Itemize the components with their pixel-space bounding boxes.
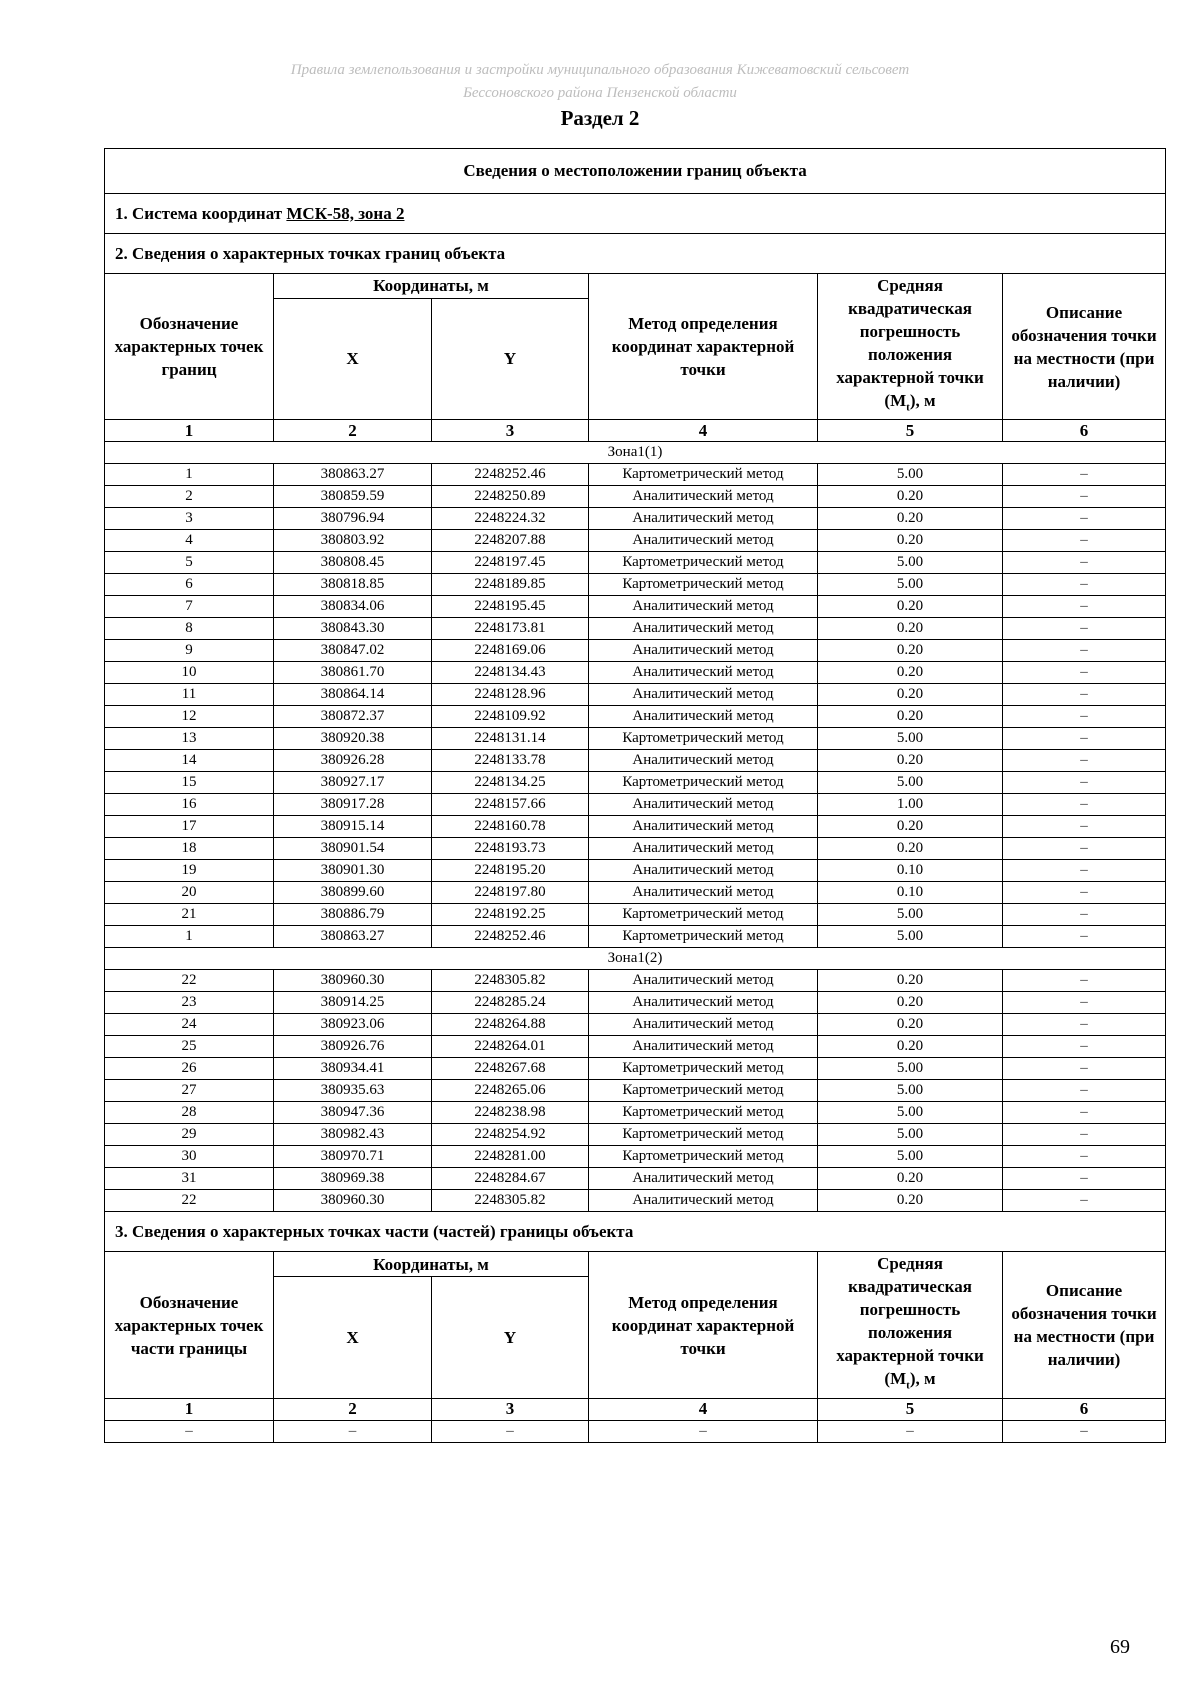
column-number-row [105,420,1166,442]
coord-x: 380872.37 [274,706,432,728]
description: – [1003,816,1166,838]
coord-x: 380843.30 [274,618,432,640]
error-value: 5.00 [818,772,1003,794]
coord-y: 2248157.66 [432,794,589,816]
description: – [1003,794,1166,816]
method: Картометрический метод [589,904,818,926]
table-row [105,772,1166,794]
col-designation-header: Обозначение характерных точек границ [105,274,274,420]
method: Картометрический метод [589,772,818,794]
table-row [105,970,1166,992]
method: Картометрический метод [589,1080,818,1102]
coord-y: 2248193.73 [432,838,589,860]
zone-header-row [105,948,1166,970]
coord-y: 2248173.81 [432,618,589,640]
col-method-header: Метод определения координат характерной точки [589,1252,818,1398]
method: Аналитический метод [589,486,818,508]
point-id: 27 [105,1080,274,1102]
coord-x: 380935.63 [274,1080,432,1102]
coord-y: 2248305.82 [432,970,589,992]
point-id: 22 [105,970,274,992]
error-value: 0.20 [818,486,1003,508]
point-id: 22 [105,1190,274,1212]
description: – [1003,838,1166,860]
part-table-row [105,1420,1166,1442]
zone-header-row [105,442,1166,464]
point-id: 17 [105,816,274,838]
coord-y: 2248264.88 [432,1014,589,1036]
point-id: 28 [105,1102,274,1124]
coord-y: 2248189.85 [432,574,589,596]
method: Аналитический метод [589,992,818,1014]
error-value: 0.20 [818,508,1003,530]
coord-x: 380901.30 [274,860,432,882]
coord-y: 2248195.20 [432,860,589,882]
point-id: – [105,1420,274,1442]
document-header-line2: Бессоновского района Пензенской области [463,85,737,101]
method: Аналитический метод [589,1190,818,1212]
table-row [105,1080,1166,1102]
coord-x: 380796.94 [274,508,432,530]
coord-y: 2248207.88 [432,530,589,552]
coord-y: 2248224.32 [432,508,589,530]
description: – [1003,1190,1166,1212]
point-id: 9 [105,640,274,662]
method: Аналитический метод [589,1168,818,1190]
description: – [1003,508,1166,530]
col-error-header: Средняя квадратическая погрешность положения характерной точки $(M_t)$, м [818,274,1003,420]
coord-x: 380808.45 [274,552,432,574]
error-value: 0.20 [818,706,1003,728]
section2-title: 2. Сведения о характерных точках границ объекта [105,234,1166,274]
description: – [1003,640,1166,662]
coord-x: – [274,1420,432,1442]
document-header-line1: Правила землепользования и застройки муниципального образования Кижеватовский сельсовет [290,62,910,78]
col-error-header: Средняя квадратическая погрешность положения характерной точки $(M_t)$, м [818,1252,1003,1398]
description: – [1003,530,1166,552]
error-value: 0.20 [818,1014,1003,1036]
error-value: 5.00 [818,574,1003,596]
table-row [105,838,1166,860]
description: – [1003,618,1166,640]
coord-x: 380901.54 [274,838,432,860]
description: – [1003,574,1166,596]
point-id: 12 [105,706,274,728]
method: Аналитический метод [589,970,818,992]
method: Аналитический метод [589,640,818,662]
description: – [1003,772,1166,794]
point-id: 1 [105,926,274,948]
coord-x: 380970.71 [274,1146,432,1168]
column-number: 2 [274,1398,432,1420]
error-value: 5.00 [818,464,1003,486]
coord-x: 380982.43 [274,1124,432,1146]
error-value: 0.20 [818,970,1003,992]
col-y-header: Y [432,1276,589,1398]
table-row [105,618,1166,640]
point-id: 2 [105,486,274,508]
description: – [1003,1124,1166,1146]
error-value: 0.10 [818,882,1003,904]
coord-y: 2248252.46 [432,926,589,948]
point-id: 5 [105,552,274,574]
boundary-table-container [104,148,1165,1443]
table-row [105,574,1166,596]
coord-y: 2248131.14 [432,728,589,750]
coord-y: 2248133.78 [432,750,589,772]
coord-y: 2248134.25 [432,772,589,794]
col-coords-header: Координаты, м [274,274,589,299]
error-value: 0.20 [818,838,1003,860]
method: Аналитический метод [589,1014,818,1036]
point-id: 24 [105,1014,274,1036]
coord-x: 380803.92 [274,530,432,552]
coord-x: 380863.27 [274,464,432,486]
error-value: 5.00 [818,1058,1003,1080]
error-value: 0.20 [818,1168,1003,1190]
table-row [105,992,1166,1014]
error-value: 5.00 [818,1102,1003,1124]
zone-name: Зона1(2) [105,948,1166,970]
method: Картометрический метод [589,926,818,948]
coord-system-row [105,194,1166,234]
description: – [1003,882,1166,904]
coord-x: 380960.30 [274,970,432,992]
error-value: 5.00 [818,926,1003,948]
coord-x: 380834.06 [274,596,432,618]
error-value: 0.20 [818,618,1003,640]
method: Картометрический метод [589,728,818,750]
error-value: 0.10 [818,860,1003,882]
point-id: 6 [105,574,274,596]
description: – [1003,970,1166,992]
page-number: 69 [1110,1636,1130,1658]
boundary-table [104,148,1166,1443]
error-value: 0.20 [818,530,1003,552]
point-id: 8 [105,618,274,640]
description: – [1003,904,1166,926]
section-title: Раздел 2 [560,106,640,130]
error-value: 5.00 [818,1146,1003,1168]
col-description-header: Описание обозначения точки на местности (при наличии) [1003,1252,1166,1398]
coord-y: 2248254.92 [432,1124,589,1146]
col-x-header: X [274,1276,432,1398]
description: – [1003,486,1166,508]
method: Картометрический метод [589,552,818,574]
table-row [105,816,1166,838]
table-row [105,904,1166,926]
method: Картометрический метод [589,1146,818,1168]
point-id: 29 [105,1124,274,1146]
table-row [105,794,1166,816]
point-id: 21 [105,904,274,926]
column-number: 1 [105,420,274,442]
description: – [1003,860,1166,882]
description: – [1003,1146,1166,1168]
point-id: 15 [105,772,274,794]
coord-y: 2248305.82 [432,1190,589,1212]
description: – [1003,1058,1166,1080]
description: – [1003,684,1166,706]
coord-y: 2248264.01 [432,1036,589,1058]
table-row [105,508,1166,530]
table-row [105,596,1166,618]
method: Аналитический метод [589,618,818,640]
coord-y: 2248250.89 [432,486,589,508]
coord-x: 380859.59 [274,486,432,508]
coord-system-value: МСК-58, зона 2 [286,203,405,223]
method: Аналитический метод [589,1036,818,1058]
table-row [105,1058,1166,1080]
point-id: 26 [105,1058,274,1080]
col-description-header: Описание обозначения точки на местности (при наличии) [1003,274,1166,420]
point-id: 1 [105,464,274,486]
description: – [1003,1168,1166,1190]
table-row [105,1190,1166,1212]
description: – [1003,1080,1166,1102]
coord-x: 380947.36 [274,1102,432,1124]
table-row [105,706,1166,728]
table-row [105,882,1166,904]
error-value: 5.00 [818,552,1003,574]
zone-name: Зона1(1) [105,442,1166,464]
table-row [105,640,1166,662]
coord-x: 380923.06 [274,1014,432,1036]
description: – [1003,1036,1166,1058]
column-number: 3 [432,1398,589,1420]
coord-x: 380960.30 [274,1190,432,1212]
point-id: 19 [105,860,274,882]
error-value: 0.20 [818,640,1003,662]
point-id: 14 [105,750,274,772]
coord-x: 380861.70 [274,662,432,684]
coord-y: 2248197.80 [432,882,589,904]
point-id: 16 [105,794,274,816]
point-id: 18 [105,838,274,860]
coord-x: 380847.02 [274,640,432,662]
coord-y: 2248252.46 [432,464,589,486]
col-designation-part-header: Обозначение характерных точек части границы [105,1252,274,1398]
point-id: 30 [105,1146,274,1168]
error-value: 0.20 [818,596,1003,618]
coord-y: 2248160.78 [432,816,589,838]
coord-y: 2248134.43 [432,662,589,684]
description: – [1003,926,1166,948]
table-row [105,1102,1166,1124]
method: Аналитический метод [589,508,818,530]
error-value: 0.20 [818,662,1003,684]
description: – [1003,1102,1166,1124]
coord-x: 380914.25 [274,992,432,1014]
coord-x: 380863.27 [274,926,432,948]
method: Аналитический метод [589,530,818,552]
coord-x: 380899.60 [274,882,432,904]
error-value: 0.20 [818,684,1003,706]
error-value: 0.20 [818,992,1003,1014]
table-row [105,1014,1166,1036]
method: Картометрический метод [589,574,818,596]
coord-system-label: 1. Система координат [115,203,287,223]
column-number-row [105,1398,1166,1420]
coord-x: 380926.28 [274,750,432,772]
column-number: 4 [589,1398,818,1420]
coord-y: 2248195.45 [432,596,589,618]
method: Аналитический метод [589,662,818,684]
method: Картометрический метод [589,1058,818,1080]
error-value: 0.20 [818,1190,1003,1212]
coord-x: 380915.14 [274,816,432,838]
coord-x: 380926.76 [274,1036,432,1058]
table-row [105,1036,1166,1058]
table-title: Сведения о местоположении границ объекта [105,149,1166,194]
description: – [1003,706,1166,728]
coord-x: 380917.28 [274,794,432,816]
table-row [105,926,1166,948]
point-id: 13 [105,728,274,750]
coord-y: 2248109.92 [432,706,589,728]
method: – [589,1420,818,1442]
column-number: 3 [432,420,589,442]
coord-x: 380934.41 [274,1058,432,1080]
table-row [105,860,1166,882]
description: – [1003,1014,1166,1036]
table-row [105,1168,1166,1190]
coord-y: 2248284.67 [432,1168,589,1190]
column-number: 4 [589,420,818,442]
point-id: 10 [105,662,274,684]
point-id: 11 [105,684,274,706]
coord-x: 380927.17 [274,772,432,794]
coord-y: 2248197.45 [432,552,589,574]
table-row [105,684,1166,706]
section3-title: 3. Сведения о характерных точках части (частей) границы объекта [105,1212,1166,1252]
coord-x: 380969.38 [274,1168,432,1190]
point-id: 23 [105,992,274,1014]
method: Аналитический метод [589,596,818,618]
table-row [105,530,1166,552]
column-number: 1 [105,1398,274,1420]
coord-y: 2248281.00 [432,1146,589,1168]
point-id: 7 [105,596,274,618]
coord-y: 2248265.06 [432,1080,589,1102]
coord-x: 380920.38 [274,728,432,750]
method: Аналитический метод [589,706,818,728]
table-row [105,552,1166,574]
description: – [1003,1420,1166,1442]
method: Аналитический метод [589,750,818,772]
column-number: 5 [818,420,1003,442]
point-id: 4 [105,530,274,552]
col-method-header: Метод определения координат характерной точки [589,274,818,420]
table-row [105,1124,1166,1146]
table-row [105,1146,1166,1168]
method: Аналитический метод [589,684,818,706]
column-number: 2 [274,420,432,442]
method: Картометрический метод [589,1102,818,1124]
description: – [1003,750,1166,772]
error-value: 5.00 [818,904,1003,926]
description: – [1003,596,1166,618]
coord-x: 380864.14 [274,684,432,706]
error-value: 0.20 [818,750,1003,772]
column-number: 6 [1003,1398,1166,1420]
error-value: 1.00 [818,794,1003,816]
error-value: 5.00 [818,728,1003,750]
description: – [1003,662,1166,684]
coord-y: 2248238.98 [432,1102,589,1124]
method: Картометрический метод [589,1124,818,1146]
coord-y: 2248267.68 [432,1058,589,1080]
coord-y: 2248128.96 [432,684,589,706]
error-value: 0.20 [818,816,1003,838]
column-number: 5 [818,1398,1003,1420]
description: – [1003,728,1166,750]
method: Аналитический метод [589,860,818,882]
method: Картометрический метод [589,464,818,486]
error-value: 0.20 [818,1036,1003,1058]
col-y-header: Y [432,298,589,420]
coord-y: – [432,1420,589,1442]
method: Аналитический метод [589,794,818,816]
table-row [105,662,1166,684]
table-row [105,750,1166,772]
error-value: 5.00 [818,1080,1003,1102]
col-x-header: X [274,298,432,420]
coord-y: 2248192.25 [432,904,589,926]
table-row [105,486,1166,508]
error-value: 5.00 [818,1124,1003,1146]
point-id: 25 [105,1036,274,1058]
table-row [105,728,1166,750]
method: Аналитический метод [589,816,818,838]
method: Аналитический метод [589,838,818,860]
coord-y: 2248169.06 [432,640,589,662]
col-coords-header: Координаты, м [274,1252,589,1277]
point-id: 20 [105,882,274,904]
description: – [1003,992,1166,1014]
table-row [105,464,1166,486]
coord-y: 2248285.24 [432,992,589,1014]
coord-x: 380818.85 [274,574,432,596]
method: Аналитический метод [589,882,818,904]
description: – [1003,552,1166,574]
description: – [1003,464,1166,486]
point-id: 3 [105,508,274,530]
coord-x: 380886.79 [274,904,432,926]
column-number: 6 [1003,420,1166,442]
error-value: – [818,1420,1003,1442]
point-id: 31 [105,1168,274,1190]
